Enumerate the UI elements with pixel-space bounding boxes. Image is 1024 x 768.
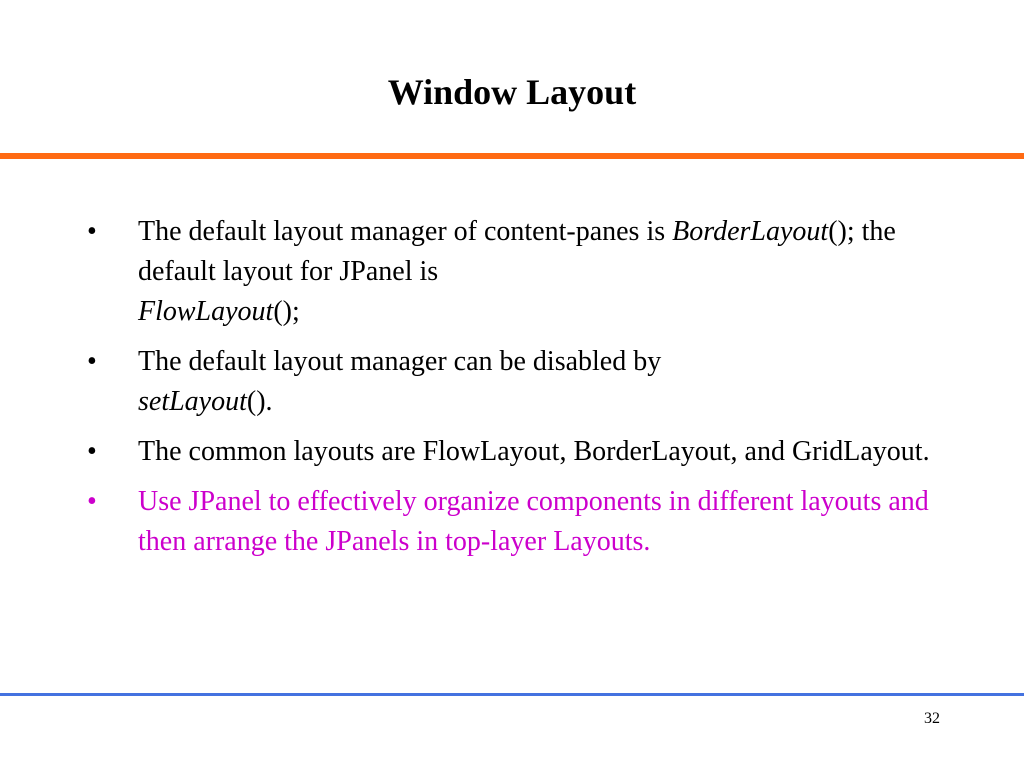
bullet-italic-term: setLayout (138, 386, 247, 417)
bullet-icon: • (87, 486, 97, 517)
bullet-text: (). (246, 386, 273, 417)
bullet-text: The common layouts are FlowLayout, BorderLayout, and GridLayout. (138, 436, 930, 467)
bottom-divider (0, 693, 1024, 696)
bullet-text: (); (273, 296, 300, 327)
bullet-icon: • (87, 346, 97, 377)
top-divider (0, 153, 1024, 159)
bullet-text: The default layout manager can be disabled by (138, 346, 662, 377)
bullet-list (0, 212, 1024, 572)
bullet-icon: • (87, 216, 97, 247)
bullet-italic-term: FlowLayout (138, 296, 274, 327)
bullet-item-common-layouts (0, 432, 1024, 472)
slide-title: Window Layout (387, 72, 637, 112)
bullet-item-default-layout (0, 212, 1024, 332)
bullet-item-disable-layout (0, 342, 1024, 422)
bullet-icon: • (87, 436, 97, 467)
bullet-italic-term: BorderLayout (672, 216, 829, 247)
bullet-text: (); the default layout for JPanel is (138, 216, 896, 287)
page-number: 32 (924, 710, 940, 727)
bullet-text: Use JPanel to effectively organize components in different layouts and then arrange the JPanels in top-layer Layouts. (138, 486, 929, 557)
bullet-text: The default layout manager of content-panes is (138, 216, 673, 247)
bullet-item-jpanel-tip (0, 482, 1024, 562)
